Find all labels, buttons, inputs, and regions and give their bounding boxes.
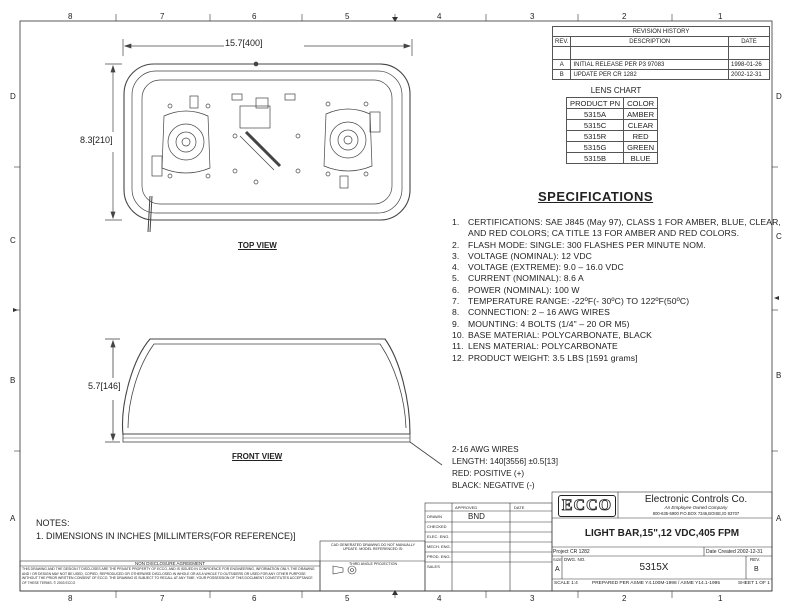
lens-row-pn: 5315G [567,142,624,153]
zone-col-8-bottom: 8 [68,594,73,603]
nda-heading: NON DISCLOSURE AGREEMENT [134,561,205,566]
top-height-mm: 210 [95,135,111,145]
sheet-value: SHEET 1 OF 1 [738,581,770,586]
size-label: SIZE [553,557,562,562]
front-height-inches: 5.7 [88,381,101,391]
lens-row-pn: 5315B [567,153,624,164]
dwg-no-label: DWG. NO. [564,557,586,562]
approval-name: BND [468,512,485,521]
zone-col-5-bottom: 5 [345,594,350,603]
revision-row-date: 2002-12-31 [729,70,770,80]
spec-text: VOLTAGE (EXTREME): 9.0 – 16.0 VDC [468,262,624,273]
spec-number: 10. [452,329,465,340]
spec-number: 11. [452,341,464,352]
zone-col-5: 5 [345,12,350,21]
lens-chart-title: LENS CHART [590,86,642,95]
projection-label: THIRD ANGLE PROJECTION [348,562,398,566]
zone-row-a: A [10,514,16,523]
spec-number: 5. [452,273,460,284]
zone-row-b: B [10,376,16,385]
spec-number: 8. [452,307,460,318]
lens-row-color: CLEAR [624,120,658,131]
spec-text: VOLTAGE (NOMINAL): 12 VDC [468,250,592,261]
spec-text: CONNECTION: 2 – 16 AWG WIRES [468,307,610,318]
rev-value: B [754,566,759,573]
zone-row-d-right: D [776,92,782,101]
approved-label: APPROVED [455,505,478,510]
front-height-mm: 146 [103,381,119,391]
top-width-mm: 400 [245,38,261,48]
spec-text: BASE MATERIAL: POLYCARBONATE, BLACK [468,329,653,340]
wire-line: 2-16 AWG WIRES [452,445,519,454]
top-view-label: TOP VIEW [238,241,277,250]
revision-row-rev: B [553,70,571,80]
top-height-dimension: 8.3[210] [80,135,113,145]
spec-number: 1. [452,217,460,227]
wire-line: BLACK: NEGATIVE (-) [452,481,535,490]
spec-text: CURRENT (NOMINAL): 8.6 A [468,273,584,284]
project-value: CR 1282 [569,549,590,555]
revision-row-desc: UPDATE PER CR 1282 [571,70,729,80]
spec-number: 9. [452,318,460,329]
nda-body: THIS DRAWING AND THE DESIGN IT DISCLOSES ARE THE PRIVATE PROPERTY OF ECCO, AND IS ISSUED IN CONFIDENCE FOR ENGINEERING, INFORMATION ONLY. THE DRAWING AND / OR DESIGN MAY NOT BE USED, COPIED, REPRODUCED OR OTHERWISE DISCLOSED IN WHOLE OR AS A WHOLE TO OUTSIDERS OR USED FOR ANY OTHER PURPOSE WITHOUT THE PRIOR WRITTEN CONSENT OF ECCO. THE DRAWING IS SUBJECT TO RECALL AT ANY TIME. YOUR POSSESSION OF THIS DOCUMENT CONSTITUTES ACCEPTANCE OF THESE TERMS. © 2003 ECCO [22,567,315,585]
project-field [553,549,590,555]
approval-role: SALES [427,564,440,569]
zone-col-4-bottom: 4 [437,594,442,603]
zone-row-c: C [10,236,16,245]
top-height-inches: 8.3 [80,135,93,145]
lens-row-pn: 5315A [567,109,624,120]
top-width-inches: 15.7 [225,38,243,48]
date-created-label: Date Created [706,549,736,555]
spec-number: 6. [452,284,460,295]
approval-role: PROD. ENG. [427,554,451,559]
zone-row-d: D [10,92,16,101]
lens-row-color: AMBER [624,109,658,120]
top-width-dimension: 15.7[400] [225,38,263,48]
drawing-title: LIGHT BAR,15",12 VDC,405 FPM [584,528,740,539]
zone-col-7-bottom: 7 [160,594,165,603]
zone-row-a-right: A [776,514,782,523]
spec-text: MOUNTING: 4 BOLTS (1/4" – 20 OR M5) [468,318,630,329]
dwg-no-value: 5315X [639,562,669,573]
company-name: Electronic Controls Co. [644,494,748,505]
spec-number: 2. [452,239,460,250]
spec-text: TEMPERATURE RANGE: -22ºF(- 30ºC) TO 122ºF(50ºC) [468,296,690,307]
zone-col-2: 2 [622,12,627,21]
revision-col-rev: REV. [553,37,571,47]
notes-title: NOTES: [36,518,70,528]
zone-col-2-bottom: 2 [622,594,627,603]
revision-row-desc: INITIAL RELEASE PER P3 97083 [571,60,729,70]
zone-col-4: 4 [437,12,442,21]
zone-col-1-bottom: 1 [718,594,723,603]
lens-row-color: GREEN [624,142,658,153]
spec-text: FLASH MODE: SINGLE: 300 FLASHES PER MINUTE NOM. [468,239,706,250]
revision-row-date: 1998-01-26 [729,60,770,70]
project-label: Project [553,549,569,555]
spec-text: LENS MATERIAL: POLYCARBONATE [468,341,618,352]
ecco-logo: ECCO [558,495,616,517]
lens-row-pn: 5315R [567,131,624,142]
approval-date-label: DATE [514,505,525,510]
front-height-dimension: 5.7[146] [88,381,121,391]
spec-text: POWER (NOMINAL): 100 W [468,284,580,295]
revision-col-desc: DESCRIPTION [571,37,729,47]
approval-role: DRAWN [427,514,442,519]
size-value: A [555,566,560,573]
date-created-value: 2002-12-31 [737,549,763,555]
wire-line: RED: POSITIVE (+) [452,469,525,478]
specifications-title: SPECIFICATIONS [538,189,654,204]
revision-heading: REVISION HISTORY [553,27,770,37]
zone-col-7: 7 [160,12,165,21]
lens-row-color: RED [624,131,658,142]
spec-number: 3. [452,250,460,261]
zone-col-6-bottom: 6 [252,594,257,603]
spec-text: PRODUCT WEIGHT: 3.5 LBS [1591 grams] [468,352,638,363]
cad-note: CAD GENERATED DRAWING DO NOT MANUALLY UPDATE. MODEL REFERENCED IS: [331,543,415,552]
zone-row-b-right: B [776,371,782,380]
approval-role: MECH. ENG. [427,544,451,549]
notes-item: 1. DIMENSIONS IN INCHES [MILLIMTERS(FOR REFERENCE)] [36,531,296,541]
zone-row-c-right: C [776,232,782,241]
zone-col-8: 8 [68,12,73,21]
prepared-per: PREPARED PER ASME Y4.100M-1998 / ASME Y14.1-1995 [592,581,720,586]
front-view-label: FRONT VIEW [232,452,283,461]
spec-text: CERTIFICATIONS: SAE J845 (May 97), CLASS 1 FOR AMBER, BLUE, CLEAR, AND RED COLORS; CA TITLE 13 FOR AMBER AND RED COLORS. [468,217,781,239]
rev-label: REV. [750,557,761,562]
lens-row-pn: 5315C [567,120,624,131]
zone-col-3: 3 [530,12,535,21]
date-created-field [706,549,763,555]
revision-row-rev: A [553,60,571,70]
spec-number: 12. [452,352,465,363]
spec-number: 4. [452,262,460,273]
company-tagline: An Employee Owned Company [664,505,728,510]
wire-line: LENGTH: 140[3556] ±0.5[13] [452,457,558,466]
company-address: 800-635-5900 P.O.BOX 7346,BOISE,ID 83707 [652,511,740,516]
approval-role: ELEC. ENG. [427,534,450,539]
lens-col-color: COLOR [624,98,658,109]
zone-col-6: 6 [252,12,257,21]
scale-value: SCALE 1:4 [554,581,578,586]
lens-col-pn: PRODUCT PN [567,98,624,109]
revision-col-date: DATE [729,37,770,47]
approval-role: CHECKED [427,524,447,529]
spec-number: 7. [452,296,460,307]
zone-col-3-bottom: 3 [530,594,535,603]
lens-row-color: BLUE [624,153,658,164]
zone-col-1: 1 [718,12,723,21]
